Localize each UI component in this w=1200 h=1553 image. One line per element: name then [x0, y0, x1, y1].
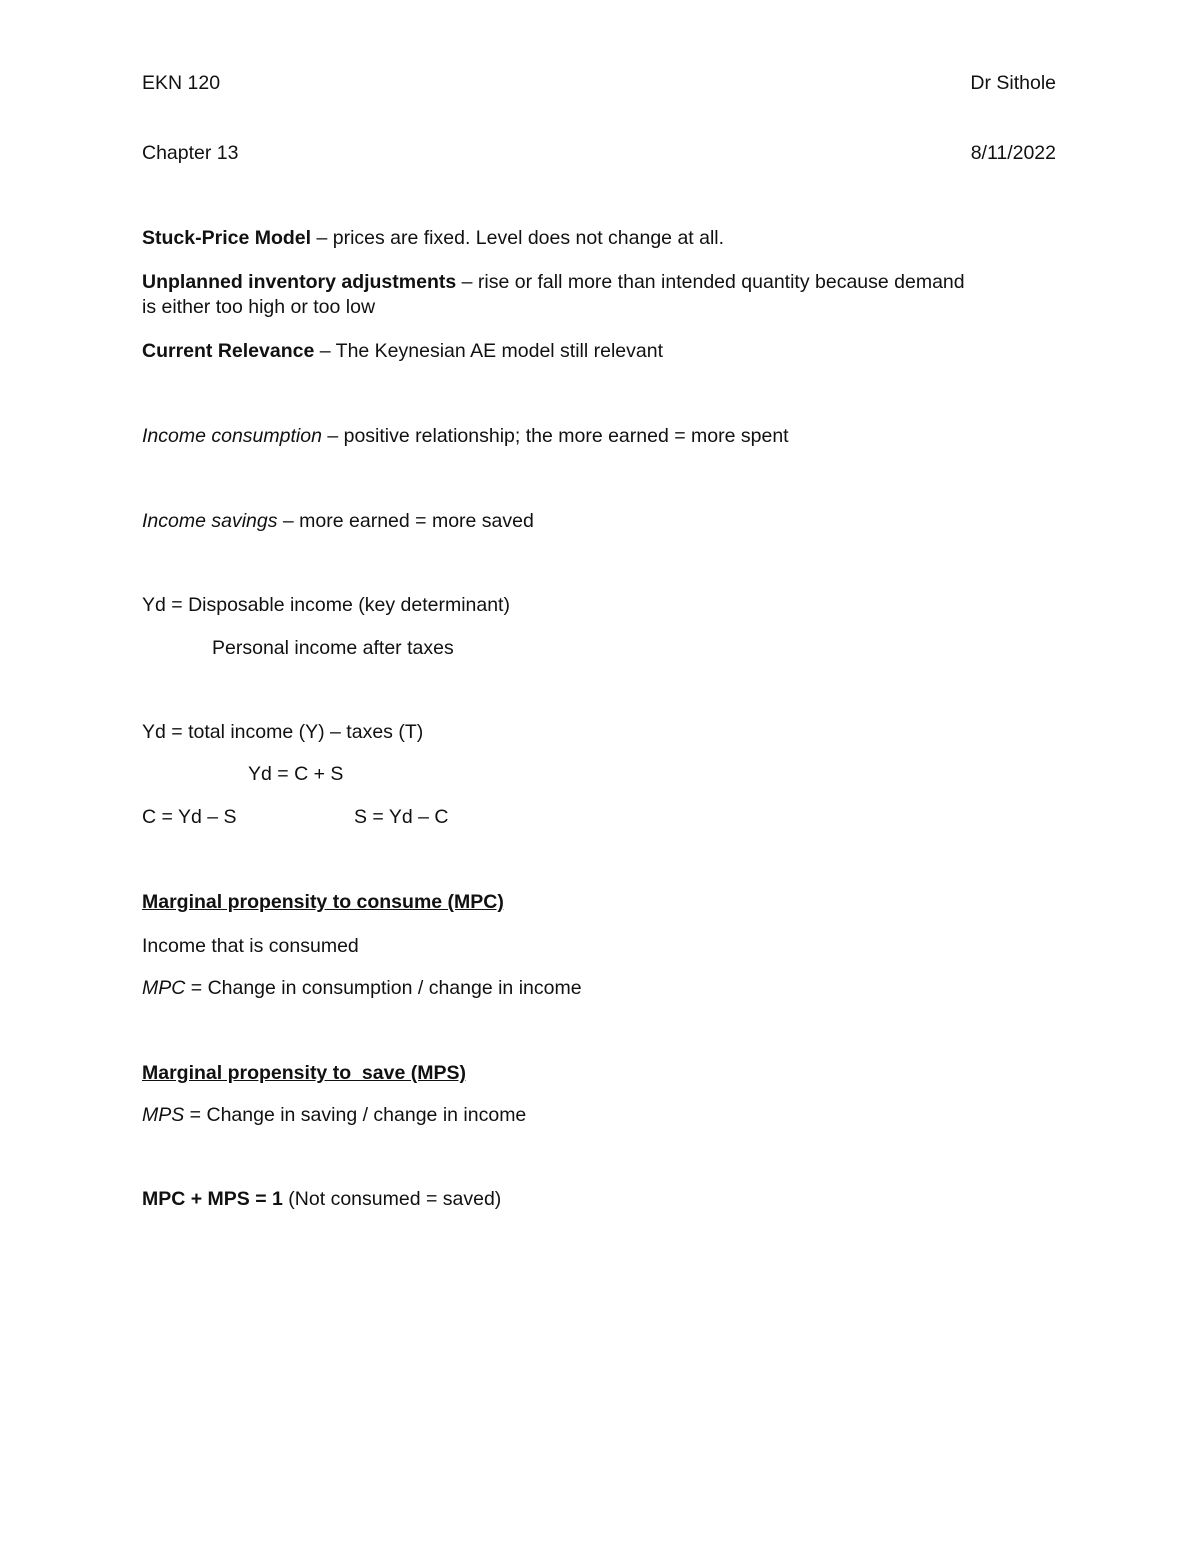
equation-yd-cs: Yd = C + S — [248, 763, 344, 785]
income-consumption-definition — [142, 424, 789, 449]
mpc-description: Income that is consumed — [142, 935, 359, 957]
relevance-text: – The Keynesian AE model still relevant — [314, 340, 663, 362]
income-savings-term: Income savings — [142, 510, 278, 532]
relevance-definition — [142, 339, 663, 364]
income-savings-text: – more earned = more saved — [277, 510, 534, 532]
mpc-abbr: MPC — [142, 977, 186, 999]
identity-equation: MPC + MPS = 1 — [142, 1188, 283, 1210]
unplanned-text-continued: is either too high or too low — [142, 296, 376, 318]
document-date: 8/11/2022 — [970, 142, 1056, 164]
unplanned-term: Unplanned inventory adjustments — [142, 271, 457, 293]
mpc-heading: Marginal propensity to consume (MPC) — [142, 891, 504, 913]
disposable-income-line: Yd = Disposable income (key determinant) — [142, 594, 510, 616]
equation-c: C = Yd – S — [142, 806, 237, 828]
course-code: EKN 120 — [142, 72, 221, 94]
mps-formula — [142, 1103, 526, 1128]
identity-note: (Not consumed = saved) — [282, 1188, 502, 1210]
mps-abbr: MPS — [142, 1104, 185, 1126]
income-consumption-term: Income consumption — [142, 425, 322, 447]
equation-yd-total: Yd = total income (Y) – taxes (T) — [142, 721, 424, 743]
income-savings-definition — [142, 509, 534, 534]
stuck-price-definition — [142, 226, 724, 251]
unplanned-definition — [142, 270, 965, 295]
mpc-mps-identity — [142, 1187, 501, 1212]
lecturer-name: Dr Sithole — [970, 72, 1056, 94]
equation-s: S = Yd – C — [354, 806, 449, 828]
income-consumption-text: – positive relationship; the more earned = more spent — [321, 425, 789, 447]
stuck-price-text: – prices are fixed. Level does not change at all. — [311, 227, 725, 249]
mps-formula-text: = Change in saving / change in income — [184, 1104, 527, 1126]
chapter-title: Chapter 13 — [142, 142, 239, 164]
mps-heading: Marginal propensity to save (MPS) — [142, 1062, 466, 1084]
stuck-price-term: Stuck-Price Model — [142, 227, 312, 249]
unplanned-text: – rise or fall more than intended quantity because demand — [456, 271, 965, 293]
mpc-formula — [142, 976, 582, 1001]
relevance-term: Current Relevance — [142, 340, 315, 362]
mpc-formula-text: = Change in consumption / change in income — [185, 977, 582, 999]
disposable-income-note: Personal income after taxes — [212, 637, 454, 659]
